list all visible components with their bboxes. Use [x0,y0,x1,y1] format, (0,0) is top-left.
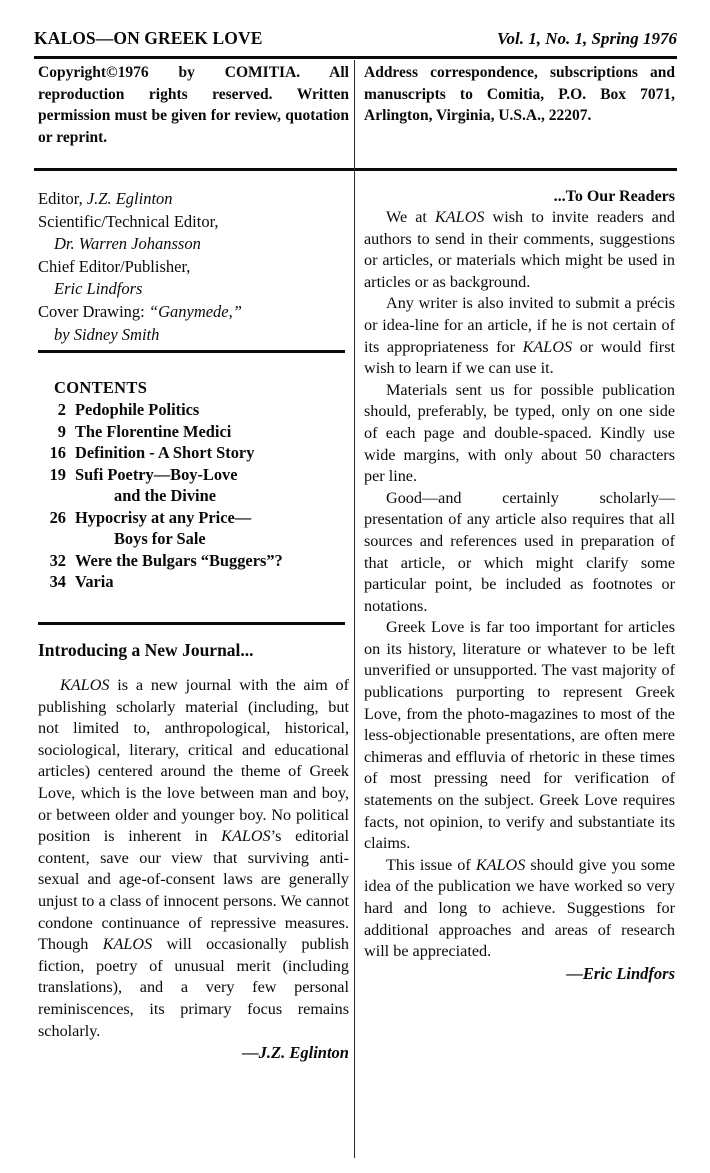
toc-title-continuation: and the Divine [114,486,217,505]
toc-title: Sufi Poetry—Boy-Love [75,464,238,484]
copyright-text: Copyright©1976 by COMITIA. All reproduction rights reserved. Written permission must be given for review, quotation or reprint. [38,64,349,146]
readers-text: Any writer is also invited to submit a précis or idea-line for an article, if he is not certain of its appropriateness for [364,294,675,356]
readers-heading: ...To Our Readers [553,188,675,205]
list-item[interactable] [38,571,349,593]
staff-line [38,211,349,234]
journal-name: KALOS [60,676,110,694]
copyright-block [38,62,349,148]
journal-name: KALOS [475,855,526,874]
list-item[interactable] [38,421,349,443]
toc-page-number: 32 [49,550,66,570]
intro-text-c: will occasionally publish fiction, poetry of unusual merit (including translations), and a very few personal reminiscences, its primary focus remains scholarly. [38,935,350,1040]
readers-paragraph-2 [364,293,675,379]
readers-paragraph-4: Good—and certainly scholarly—presentation of any article also requires that all sources and references used in preparation of that article, or which might clarify some particular point, be included as footnotes or notations. [364,488,675,615]
toc-page-number: 26 [49,507,66,527]
cover-artist: by Sidney Smith [54,324,160,344]
journal-name: KALOS [435,208,485,226]
staff-line [38,324,349,347]
staff-line [38,301,349,324]
toc-page-number: 9 [57,421,66,441]
intro-paragraph [38,675,349,1042]
list-item[interactable] [38,550,349,572]
toc-page-number: 19 [49,464,66,484]
staff-line [38,233,349,256]
toc-page-number: 16 [49,443,66,462]
staff-person: Dr. Warren Johansson [54,234,201,254]
journal-page [34,0,677,1173]
toc-page-number: 2 [57,400,66,419]
contents-block [38,378,349,593]
rule-intro [38,622,345,625]
toc-title: Pedophile Politics [75,400,200,419]
journal-name: KALOS [221,827,271,846]
list-item[interactable] [38,442,349,464]
toc-title: The Florentine Medici [75,421,232,441]
issue-line: Vol. 1, No. 1, Spring 1976 [497,29,677,48]
staff-role: Editor, [38,189,87,208]
list-item[interactable] [38,399,349,421]
cover-title: “Ganymede,” [148,301,242,321]
contents-heading: CONTENTS [54,378,148,397]
staff-line [38,256,349,279]
readers-text: or would first wish to learn if we can use it. [364,337,675,378]
address-text: Address correspondence, subscriptions and manuscripts to Comitia, P.O. Box 7071, Arlington, Virginia, U.S.A., 22207. [364,64,675,124]
readers-text: This issue of [386,855,476,874]
staff-line [38,278,349,301]
readers-signature: —Eric Lindfors [566,963,675,983]
column-divider [354,60,355,1158]
toc-title: Were the Bulgars “Buggers”? [75,550,283,570]
intro-text-a: is a new journal with the aim of publishing scholarly material (including, but not limited to, anthropological, historical, sociological, literary, critical and educational articles) centered around the theme of Greek Love, which is the love between man and boy, or between older and younger boy. No political position is inherent in [38,676,349,846]
staff-role: Scientific/Technical Editor, [38,211,219,231]
staff-person: Eric Lindfors [54,279,143,299]
staff-role: Cover Drawing: [38,301,149,321]
readers-paragraph-6 [364,855,675,963]
staff-person: J.Z. Eglinton [86,189,173,208]
address-block [364,62,675,127]
toc-title-continuation: Boys for Sale [114,529,206,548]
readers-text: should give you some idea of the publication we have worked so very hard and long to achieve. Suggestions for additional approaches and areas of research will be appreciated. [364,855,676,961]
staff-role: Chief Editor/Publisher, [38,256,191,276]
intro-signature: —J.Z. Eglinton [242,1043,349,1063]
rule-colophon [34,168,677,171]
readers-article [364,188,675,984]
readers-text: wish to invite readers and authors to send in their comments, suggestions or articles, or materials which might be used in articles or as background. [364,208,675,291]
toc-title: Varia [75,572,114,591]
intro-heading: Introducing a New Journal... [38,640,254,660]
readers-paragraph-5: Greek Love is far too important for articles on its history, literature or whatever to be left unverified or unsupported. The vast majority of publications purporting to represent Greek Love, from the photo-magazines to most of the less-objectionable presentations, are often mere chimeras and effluvia of rhetoric in these times of most pressing need for verification of statements on the subject. Greek Love requires facts, not opinion, to verify and substantiate its claims. [364,618,675,853]
table-of-contents [38,399,349,593]
toc-page-number: 34 [49,572,66,591]
list-item[interactable] [38,464,349,507]
toc-title: Definition - A Short Story [75,443,255,462]
journal-name: KALOS [522,337,573,356]
readers-paragraph-3: Materials sent us for possible publication should, preferably, be typed, only on one side of each page and double-spaced. Kindly use wide margins, with only about 50 characters per line. [364,380,675,486]
journal-name: KALOS [102,935,153,954]
masthead [34,28,677,52]
staff-credits [38,188,349,346]
rule-contents [38,350,345,353]
staff-line [38,188,349,211]
readers-text: We at [386,208,435,226]
readers-paragraph-1 [364,207,675,293]
toc-title: Hypocrisy at any Price— [75,507,252,527]
rule-masthead [34,56,677,59]
intro-article [38,640,349,1063]
page-title: KALOS—ON GREEK LOVE [34,28,263,48]
list-item[interactable] [38,507,349,550]
intro-text-b: ’s editorial content, save our view that surviving anti-sexual and age-of-consent laws are generally unjust to a class of innocent persons. We cannot condone continuance of repressive measures. Though [38,827,350,954]
